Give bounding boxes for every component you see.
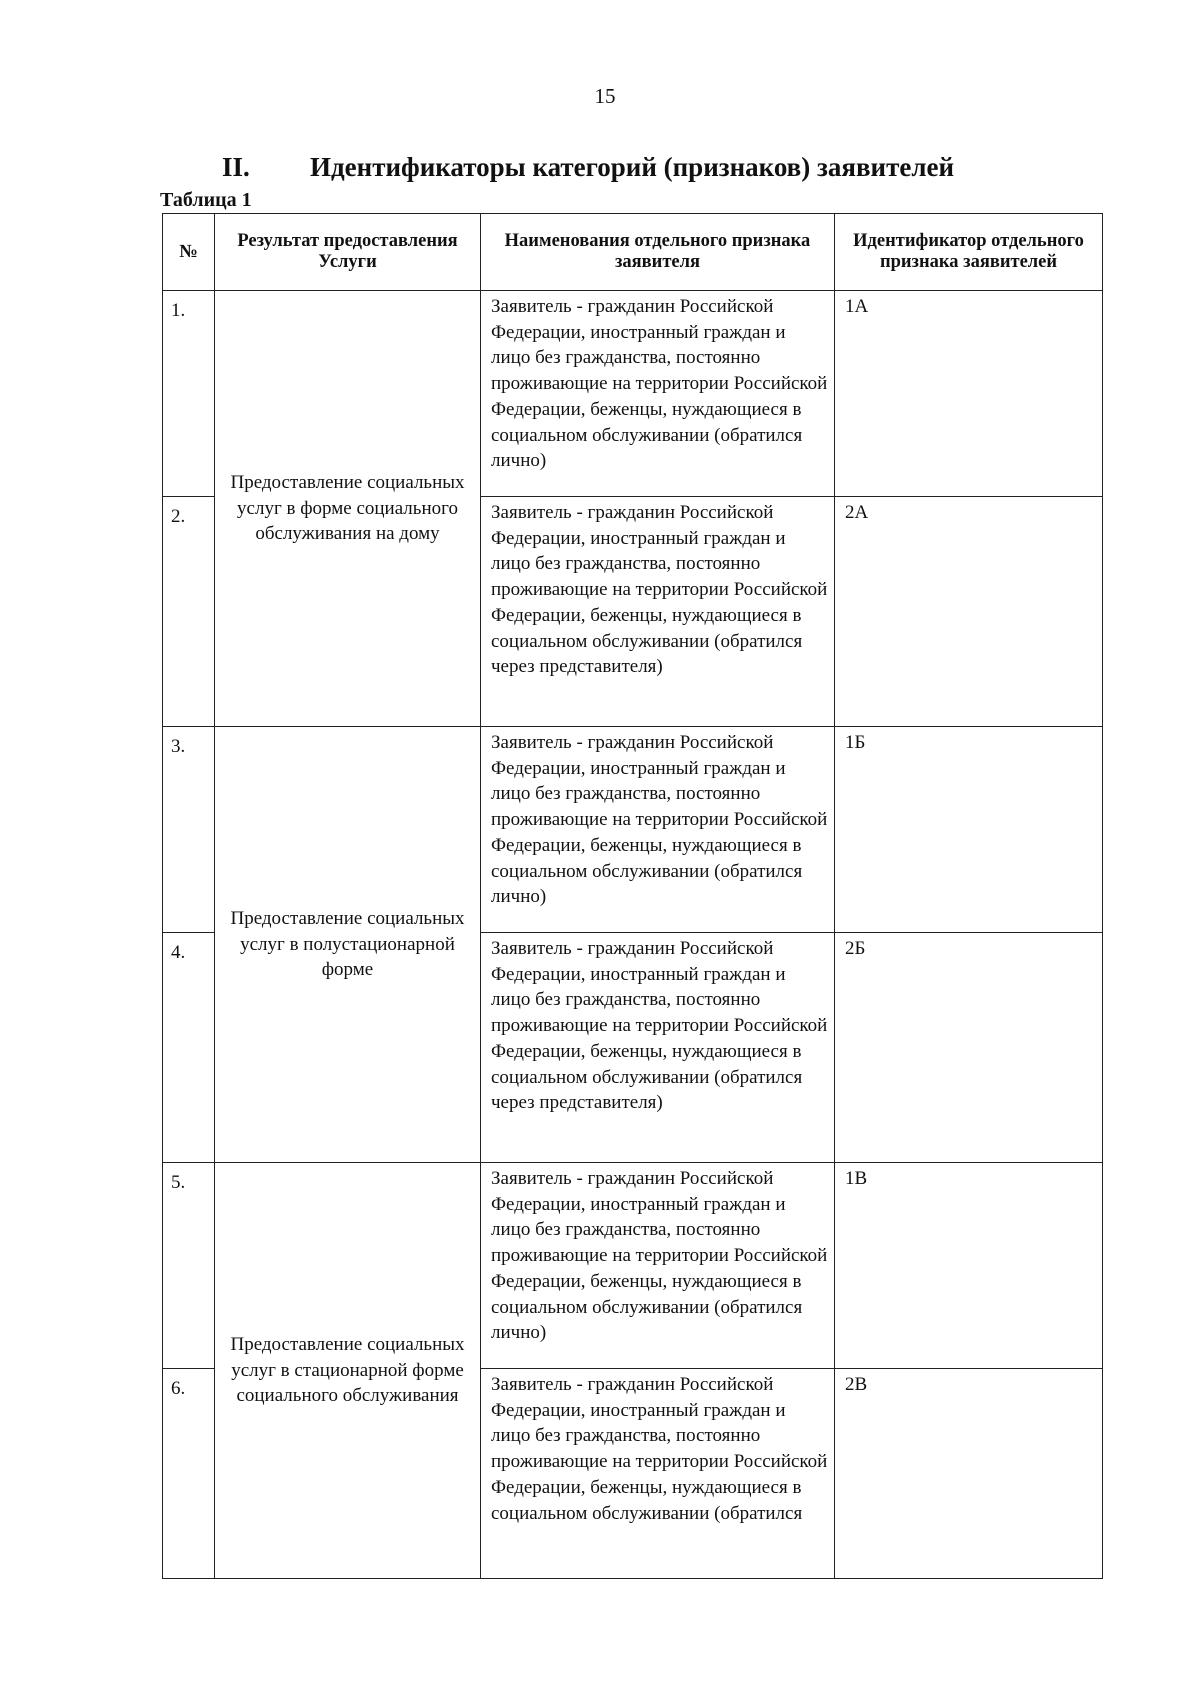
table-row [163,1163,1103,1369]
feature-name-cell: Заявитель - гражданин Российской Федерации, иностранный граждан и лицо без гражданства, постоянно проживающие на территории Российской Федерации, беженцы, нуждающиеся в социальном обслуживании (обратился лично) [481,727,835,933]
section-title: Идентификаторы категорий (признаков) заявителей [310,152,955,182]
identifier-cell: 1Б [835,727,1103,933]
table-caption: Таблица 1 [160,189,252,211]
identifier-cell: 2Б [835,933,1103,1163]
section-heading [222,152,954,183]
row-number: 2. [163,497,215,727]
row-number: 4. [163,933,215,1163]
result-cell: Предоставление социальных услуг в стационарной форме социального обслуживания [215,1163,481,1579]
header-number: № [163,214,215,291]
identifiers-table [162,213,1103,1579]
page-number: 15 [594,84,616,108]
header-result: Результат предоставления Услуги [215,214,481,291]
feature-name-cell: Заявитель - гражданин Российской Федерации, иностранный граждан и лицо без гражданства, постоянно проживающие на территории Российской Федерации, беженцы, нуждающиеся в социальном обслуживании (обратился лично) [481,291,835,497]
row-number: 6. [163,1369,215,1579]
feature-name-cell: Заявитель - гражданин Российской Федерации, иностранный граждан и лицо без гражданства, постоянно проживающие на территории Российской Федерации, беженцы, нуждающиеся в социальном обслуживании (обратился через представителя) [481,933,835,1163]
feature-name-cell: Заявитель - гражданин Российской Федерации, иностранный граждан и лицо без гражданства, постоянно проживающие на территории Российской Федерации, беженцы, нуждающиеся в социальном обслуживании (обратился через представителя) [481,497,835,727]
result-cell: Предоставление социальных услуг в полустационарной форме [215,727,481,1163]
result-cell: Предоставление социальных услуг в форме социального обслуживания на дому [215,291,481,727]
section-number: II. [222,152,250,182]
table-row [163,727,1103,933]
row-number: 5. [163,1163,215,1369]
feature-name-cell: Заявитель - гражданин Российской Федерации, иностранный граждан и лицо без гражданства, постоянно проживающие на территории Российской Федерации, беженцы, нуждающиеся в социальном обслуживании (обратился лично) [481,1163,835,1369]
row-number: 1. [163,291,215,497]
header-identifier: Идентификатор отдельного признака заявителей [835,214,1103,291]
feature-name-cell: Заявитель - гражданин Российской Федерации, иностранный граждан и лицо без гражданства, постоянно проживающие на территории Российской Федерации, беженцы, нуждающиеся в социальном обслуживании (обратился [481,1369,835,1579]
identifier-cell: 2В [835,1369,1103,1579]
row-number: 3. [163,727,215,933]
table-header-row [163,214,1103,291]
identifier-cell: 1А [835,291,1103,497]
table-row [163,291,1103,497]
header-feature-name: Наименования отдельного признака заявителя [481,214,835,291]
identifier-cell: 1В [835,1163,1103,1369]
identifier-cell: 2А [835,497,1103,727]
